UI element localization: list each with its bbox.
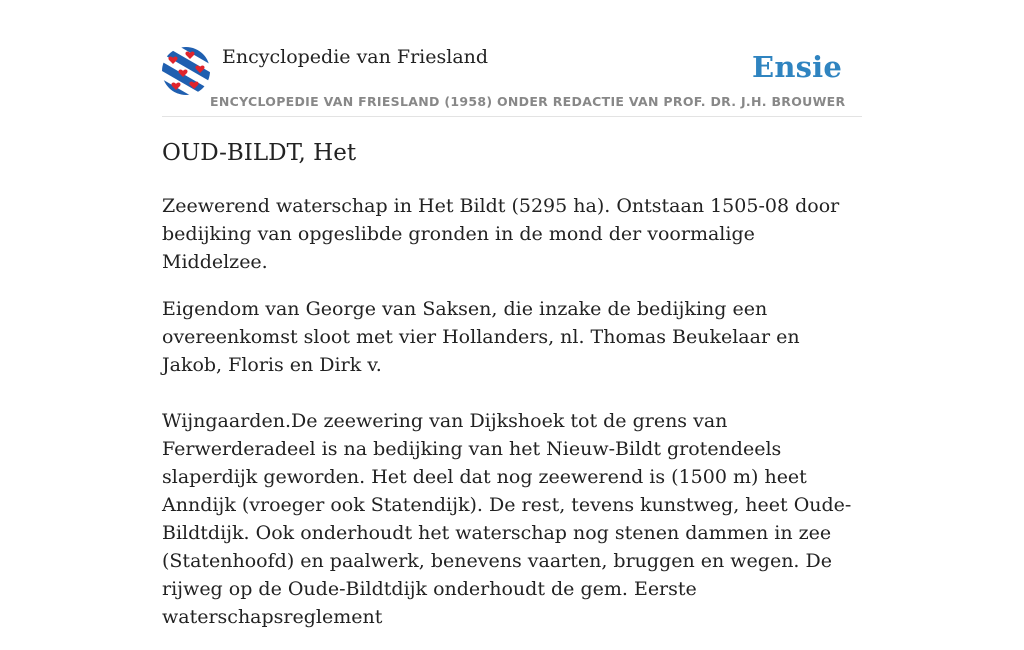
- encyclopedia-subtitle: ENCYCLOPEDIE VAN FRIESLAND (1958) ONDER REDACTIE VAN PROF. DR. J.H. BROUWER: [210, 94, 846, 109]
- frisian-flag-icon[interactable]: [162, 47, 210, 95]
- site-title[interactable]: Encyclopedie van Friesland: [222, 46, 489, 68]
- page: [162, 0, 862, 628]
- article-body: [162, 192, 862, 650]
- ensie-brand-logo[interactable]: Ensie: [752, 50, 842, 84]
- site-header: [162, 0, 862, 117]
- article-paragraph: Eigendom van George van Saksen, die inzake de bedijking een overeenkomst sloot met vier Hollanders, nl. Thomas Beukelaar en Jakob, Floris en Dirk v. Wijngaarden.De zeewering van Dijkshoek tot de grens van Ferwerderadeel is na bedijking van het Nieuw-Bildt grotendeels slaperdijk geworden. Het deel dat nog zeewerend is (1500 m) heet Anndijk (vroeger ook Statendijk). De rest, tevens kunstweg, heet Oude-Bildtdijk. Ook onderhoudt het waterschap nog stenen dammen in zee (Statenhoofd) en paalwerk, benevens vaarten, bruggen en wegen. De rijweg op de Oude-Bildtdijk onderhoudt de gem. Eerste waterschapsreglement: [162, 298, 852, 628]
- article-paragraph: Zeewerend waterschap in Het Bildt (5295 ha). Ontstaan 1505-08 door bedijking van opgeslibde gronden in de mond der voormalige Middelzee.: [162, 195, 840, 273]
- article-headword: OUD-BILDT, Het: [162, 140, 357, 166]
